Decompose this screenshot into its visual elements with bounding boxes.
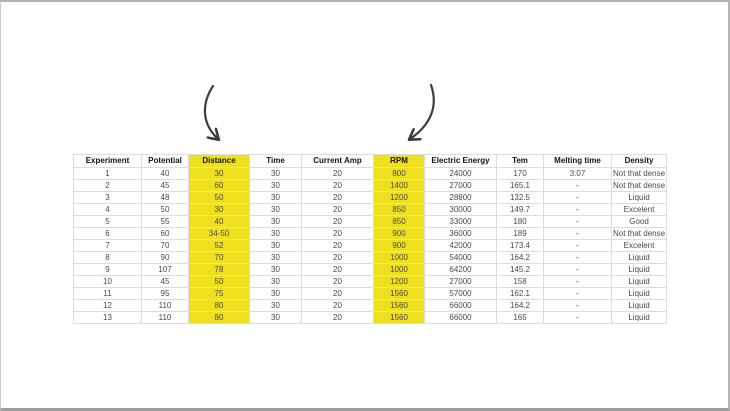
table-row — [74, 252, 667, 264]
cell-electric-energy: 64200 — [425, 264, 497, 276]
cell-rpm: 1560 — [374, 288, 425, 300]
cell-tem: 164.2 — [497, 300, 544, 312]
cell-experiment: 11 — [74, 288, 142, 300]
cell-experiment: 8 — [74, 252, 142, 264]
experiment-data-table — [73, 154, 667, 324]
cell-density: Liquid — [612, 300, 667, 312]
cell-distance: 50 — [189, 276, 250, 288]
column-header-distance: Distance — [189, 155, 250, 168]
table-row — [74, 192, 667, 204]
cell-experiment: 6 — [74, 228, 142, 240]
cell-distance: 52 — [189, 240, 250, 252]
cell-density: Excelent — [612, 204, 667, 216]
cell-potential: 90 — [142, 252, 189, 264]
cell-experiment: 7 — [74, 240, 142, 252]
cell-melting-time: - — [544, 216, 612, 228]
cell-density: Good — [612, 216, 667, 228]
table-row — [74, 288, 667, 300]
cell-rpm: 1000 — [374, 264, 425, 276]
cell-melting-time: - — [544, 276, 612, 288]
cell-electric-energy: 57000 — [425, 288, 497, 300]
cell-rpm: 1560 — [374, 312, 425, 324]
header-row — [74, 155, 667, 168]
cell-current-amp: 20 — [302, 228, 374, 240]
cell-density: Excelent — [612, 240, 667, 252]
cell-potential: 48 — [142, 192, 189, 204]
cell-melting-time: - — [544, 300, 612, 312]
cell-rpm: 1560 — [374, 300, 425, 312]
cell-time: 30 — [250, 312, 302, 324]
table-row — [74, 240, 667, 252]
cell-tem: 165.1 — [497, 180, 544, 192]
column-header-tem: Tem — [497, 155, 544, 168]
cell-melting-time: - — [544, 204, 612, 216]
cell-tem: 173.4 — [497, 240, 544, 252]
cell-tem: 149.7 — [497, 204, 544, 216]
cell-distance: 80 — [189, 300, 250, 312]
cell-time: 30 — [250, 216, 302, 228]
cell-time: 30 — [250, 168, 302, 180]
column-header-rpm: RPM — [374, 155, 425, 168]
cell-current-amp: 20 — [302, 192, 374, 204]
table-row — [74, 168, 667, 180]
table-row — [74, 180, 667, 192]
cell-potential: 50 — [142, 204, 189, 216]
cell-melting-time: - — [544, 180, 612, 192]
column-header-potential: Potential — [142, 155, 189, 168]
cell-experiment: 1 — [74, 168, 142, 180]
cell-time: 30 — [250, 228, 302, 240]
cell-experiment: 9 — [74, 264, 142, 276]
cell-tem: 189 — [497, 228, 544, 240]
cell-distance: 75 — [189, 288, 250, 300]
cell-time: 30 — [250, 192, 302, 204]
table-body — [74, 168, 667, 324]
cell-distance: 30 — [189, 168, 250, 180]
cell-potential: 107 — [142, 264, 189, 276]
cell-experiment: 3 — [74, 192, 142, 204]
cell-distance: 78 — [189, 264, 250, 276]
cell-electric-energy: 30000 — [425, 204, 497, 216]
cell-tem: 165 — [497, 312, 544, 324]
cell-time: 30 — [250, 276, 302, 288]
cell-rpm: 1200 — [374, 192, 425, 204]
table-row — [74, 276, 667, 288]
cell-melting-time: - — [544, 228, 612, 240]
cell-electric-energy: 24000 — [425, 168, 497, 180]
cell-time: 30 — [250, 288, 302, 300]
cell-tem: 180 — [497, 216, 544, 228]
cell-potential: 95 — [142, 288, 189, 300]
cell-experiment: 5 — [74, 216, 142, 228]
cell-current-amp: 20 — [302, 252, 374, 264]
cell-electric-energy: 66000 — [425, 300, 497, 312]
cell-electric-energy: 33000 — [425, 216, 497, 228]
cell-potential: 110 — [142, 312, 189, 324]
cell-density: Liquid — [612, 312, 667, 324]
cell-tem: 132.5 — [497, 192, 544, 204]
cell-current-amp: 20 — [302, 288, 374, 300]
cell-tem: 162.1 — [497, 288, 544, 300]
cell-tem: 145.2 — [497, 264, 544, 276]
cell-potential: 45 — [142, 276, 189, 288]
table-row — [74, 300, 667, 312]
curved-down-arrow-icon-right — [410, 85, 434, 139]
cell-time: 30 — [250, 252, 302, 264]
cell-rpm: 1000 — [374, 252, 425, 264]
table-row — [74, 204, 667, 216]
column-header-melting-time: Melting time — [544, 155, 612, 168]
cell-tem: 164.2 — [497, 252, 544, 264]
cell-density: Liquid — [612, 192, 667, 204]
cell-rpm: 900 — [374, 240, 425, 252]
column-header-density: Density — [612, 155, 667, 168]
column-header-experiment: Experiment — [74, 155, 142, 168]
cell-electric-energy: 27000 — [425, 276, 497, 288]
cell-density: Liquid — [612, 276, 667, 288]
cell-electric-energy: 42000 — [425, 240, 497, 252]
cell-potential: 40 — [142, 168, 189, 180]
cell-density: Not that dense — [613, 168, 666, 178]
cell-rpm: 850 — [374, 216, 425, 228]
cell-melting-time: - — [544, 240, 612, 252]
cell-experiment: 4 — [74, 204, 142, 216]
cell-experiment: 12 — [74, 300, 142, 312]
cell-time: 30 — [250, 300, 302, 312]
table-row — [74, 264, 667, 276]
cell-electric-energy: 36000 — [425, 228, 497, 240]
cell-experiment: 2 — [74, 180, 142, 192]
cell-current-amp: 20 — [302, 216, 374, 228]
cell-rpm: 1400 — [374, 180, 425, 192]
cell-current-amp: 20 — [302, 264, 374, 276]
cell-density: Liquid — [612, 288, 667, 300]
cell-melting-time: - — [544, 288, 612, 300]
cell-time: 30 — [250, 240, 302, 252]
cell-current-amp: 20 — [302, 204, 374, 216]
curved-down-arrow-icon-left — [205, 86, 218, 139]
cell-potential: 60 — [142, 228, 189, 240]
cell-potential: 70 — [142, 240, 189, 252]
cell-rpm: 1200 — [374, 276, 425, 288]
cell-current-amp: 20 — [302, 168, 374, 180]
cell-distance: 70 — [189, 252, 250, 264]
cell-potential: 45 — [142, 180, 189, 192]
column-header-time: Time — [250, 155, 302, 168]
cell-time: 30 — [250, 264, 302, 276]
cell-melting-time: - — [544, 252, 612, 264]
cell-current-amp: 20 — [302, 276, 374, 288]
cell-distance: 80 — [189, 312, 250, 324]
cell-melting-time: - — [544, 192, 612, 204]
cell-tem: 170 — [497, 168, 544, 180]
cell-current-amp: 20 — [302, 312, 374, 324]
cell-experiment: 13 — [74, 312, 142, 324]
cell-electric-energy: 27000 — [425, 180, 497, 192]
cell-electric-energy: 28800 — [425, 192, 497, 204]
cell-current-amp: 20 — [302, 180, 374, 192]
table-row — [74, 216, 667, 228]
column-header-current-amp: Current Amp — [302, 155, 374, 168]
cell-melting-time: - — [544, 264, 612, 276]
cell-distance: 40 — [189, 216, 250, 228]
cell-density: Not that dense — [613, 180, 666, 190]
table-row — [74, 312, 667, 324]
column-header-electric-energy: Electric Energy — [425, 155, 497, 168]
cell-melting-time: 3:07 — [544, 168, 612, 180]
cell-distance: 34-50 — [189, 228, 250, 240]
cell-distance: 50 — [189, 192, 250, 204]
cell-rpm: 900 — [374, 228, 425, 240]
table-row — [74, 228, 667, 240]
cell-density: Not that dense — [613, 228, 666, 238]
cell-density: Liquid — [612, 264, 667, 276]
cell-rpm: 800 — [374, 168, 425, 180]
cell-current-amp: 20 — [302, 300, 374, 312]
cell-potential: 110 — [142, 300, 189, 312]
cell-density: Liquid — [612, 252, 667, 264]
cell-electric-energy: 54000 — [425, 252, 497, 264]
cell-distance: 60 — [189, 180, 250, 192]
cell-rpm: 850 — [374, 204, 425, 216]
cell-electric-energy: 66000 — [425, 312, 497, 324]
cell-time: 30 — [250, 180, 302, 192]
table-header — [74, 155, 667, 168]
cell-melting-time: - — [544, 312, 612, 324]
cell-tem: 158 — [497, 276, 544, 288]
cell-distance: 30 — [189, 204, 250, 216]
cell-time: 30 — [250, 204, 302, 216]
cell-experiment: 10 — [74, 276, 142, 288]
cell-current-amp: 20 — [302, 240, 374, 252]
cell-potential: 55 — [142, 216, 189, 228]
